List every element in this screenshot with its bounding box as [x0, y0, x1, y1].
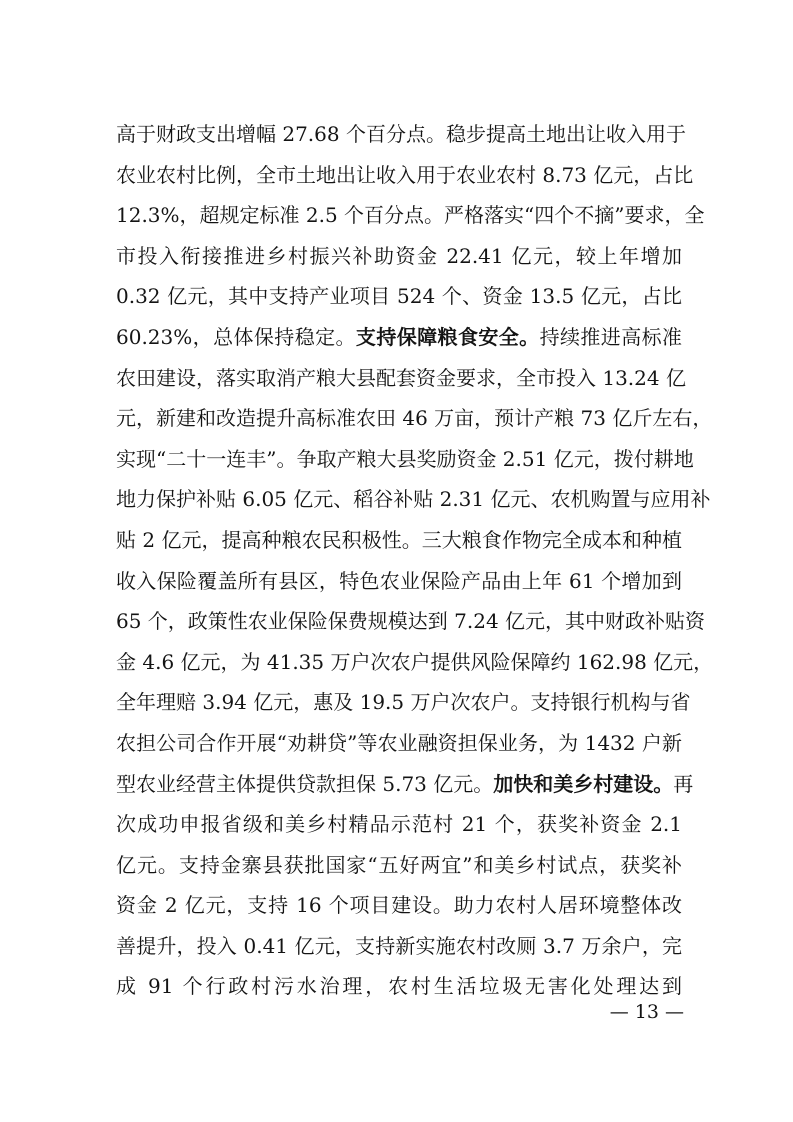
text-line	[116, 764, 694, 805]
text-line: 亿元。支持金寨县获批国家“五好两宜”和美乡村试点，获奖补	[116, 852, 682, 877]
text-line: 次成功申报省级和美乡村精品示范村 21 个，获奖补资金 2.1	[116, 812, 682, 837]
text-line: 成 91 个行政村污水治理，农村生活垃圾无害化处理达到	[116, 974, 682, 999]
text-line: 金 4.6 亿元，为 41.35 万户次农户提供风险保障约 162.98 亿元，	[116, 649, 714, 674]
text-run: 持续推进高标准	[539, 324, 683, 349]
text-line: 收入保险覆盖所有县区，特色农业保险产品由上年 61 个增加到	[116, 568, 682, 593]
text-line: 元，新建和改造提升高标准农田 46 万亩，预计产粮 73 亿斤左右，	[116, 406, 713, 431]
text-run: 型农业经营主体提供贷款担保 5.73 亿元。	[116, 771, 494, 796]
text-line: 贴 2 亿元，提高种粮农民积极性。三大粮食作物完全成本和种植	[116, 527, 682, 552]
text-line: 资金 2 亿元，支持 16 个项目建设。助力农村人居环境整体改	[116, 893, 682, 918]
text-line: 全年理赔 3.94 亿元，惠及 19.5 万户次农户。支持银行机构与省	[116, 690, 691, 715]
text-line: 善提升，投入 0.41 亿元，支持新实施农村改厕 3.7 万余户，完	[116, 933, 682, 958]
section-heading-beautiful-village: 加快和美乡村建设。	[493, 771, 674, 796]
text-line	[116, 317, 682, 358]
text-line: 市投入衔接推进乡村振兴补助资金 22.41 亿元，较上年增加	[116, 243, 682, 268]
text-line: 地力保护补贴 6.05 亿元、稻谷补贴 2.31 亿元、农机购置与应用补	[116, 487, 711, 512]
text-line: 农田建设，落实取消产粮大县配套资金要求，全市投入 13.24 亿	[116, 365, 686, 390]
text-run: 60.23%，总体保持稳定。	[116, 324, 356, 349]
section-heading-grain-security: 支持保障粮食安全。	[355, 324, 540, 349]
text-line: 农业农村比例，全市土地出让收入用于农业农村 8.73 亿元，占比	[116, 162, 694, 187]
page-number: — 13 —	[609, 1001, 684, 1023]
text-run: 再	[673, 771, 694, 796]
text-line: 实现“二十一连丰”。争取产粮大县奖励资金 2.51 亿元，拨付耕地	[116, 446, 694, 471]
text-line: 0.32 亿元，其中支持产业项目 524 个、资金 13.5 亿元，占比	[116, 284, 682, 309]
text-line: 12.3%，超规定标准 2.5 个百分点。严格落实“四个不摘”要求，全	[116, 203, 705, 228]
text-line: 65 个，政策性农业保险保费规模达到 7.24 亿元，其中财政补贴资	[116, 609, 706, 634]
text-line: 高于财政支出增幅 27.68 个百分点。稳步提高土地出让收入用于	[116, 122, 686, 146]
body-text	[116, 114, 714, 1007]
text-line: 农担公司合作开展“劝耕贷”等农业融资担保业务，为 1432 户新	[116, 730, 682, 755]
